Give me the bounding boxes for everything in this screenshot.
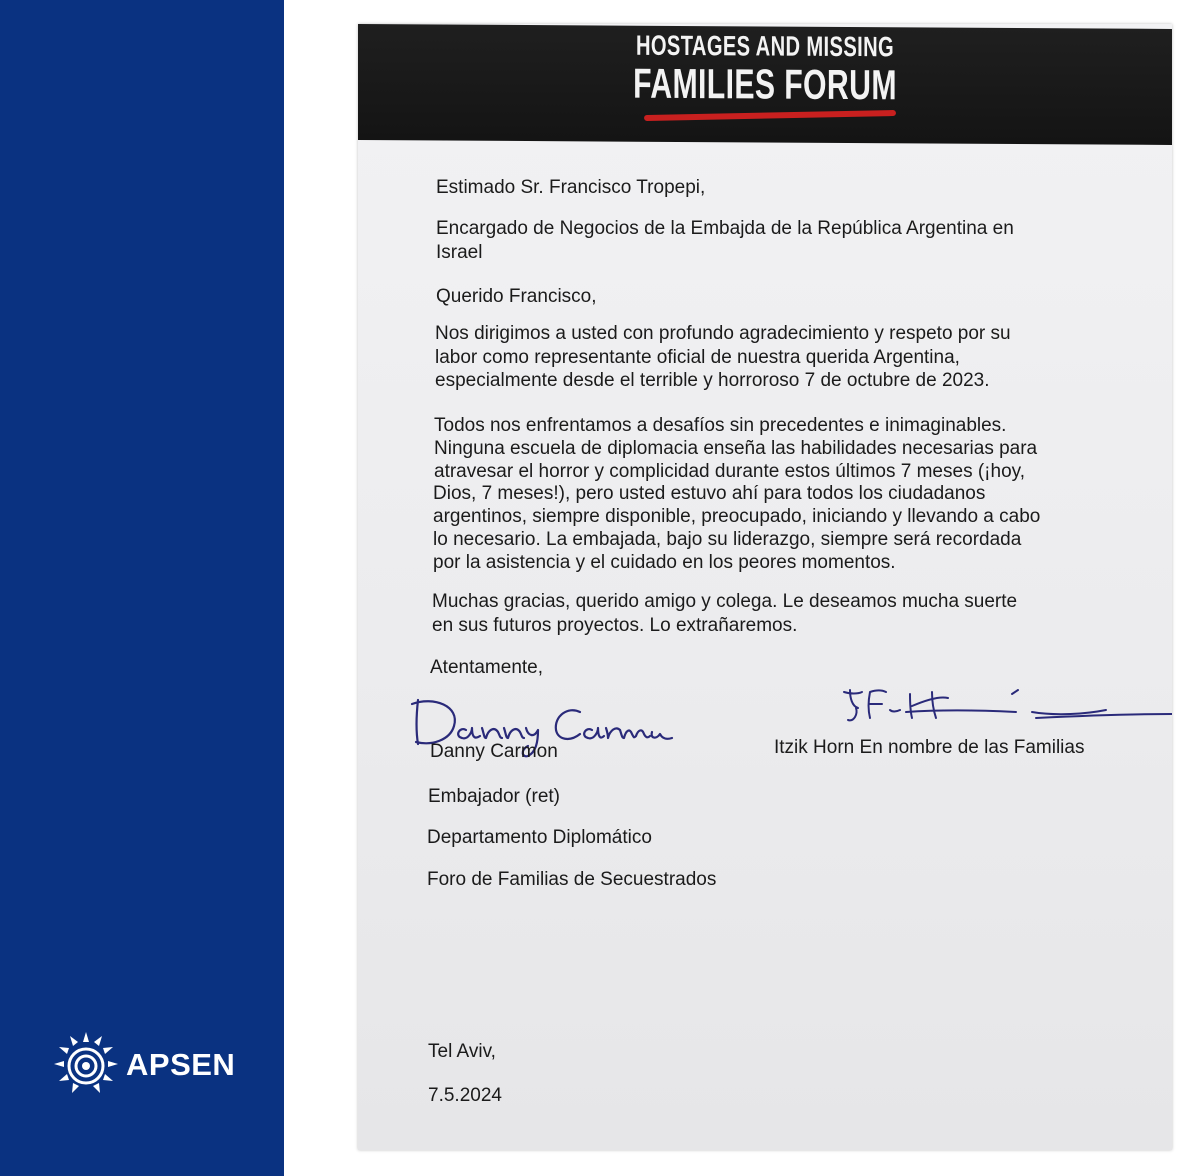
salutation: Estimado Sr. Francisco Tropepi, [436, 177, 706, 198]
paragraph-line: Nos dirigimos a usted con profundo agradecimiento y respeto por su [435, 323, 1011, 344]
signer-left-department: Departamento Diplomático [427, 827, 652, 848]
signer-right-caption: Itzik Horn En nombre de las Familias [774, 737, 1085, 758]
recipient-title-line: Israel [436, 242, 483, 263]
paragraph-line: especialmente desde el terrible y horroroso 7 de octubre de 2023. [435, 370, 990, 391]
recipient-title-line: Encargado de Negocios de la Embajda de la República Argentina en [436, 218, 1014, 239]
paragraph-line: labor como representante oficial de nuestra querida Argentina, [435, 347, 960, 368]
signer-left-organization: Foro de Familias de Secuestrados [427, 869, 717, 890]
signer-left-role: Embajador (ret) [428, 786, 560, 807]
org-name-line2: FAMILIES FORUM [633, 59, 897, 109]
closing: Atentamente, [430, 657, 544, 678]
brand-name: APSEN [126, 1046, 236, 1082]
letter-paper [358, 24, 1172, 1150]
paragraph-line: atravesar el horror y complicidad durante estos últimos 7 meses (¡hoy, [434, 461, 1026, 482]
paragraph-line: Muchas gracias, querido amigo y colega. Le deseamos mucha suerte [432, 591, 1018, 612]
sun-emblem-icon [52, 1030, 120, 1098]
paragraph-line: en sus futuros proyectos. Lo extrañaremos. [432, 615, 798, 636]
letter-place: Tel Aviv, [428, 1041, 496, 1062]
greeting: Querido Francisco, [436, 286, 597, 307]
signature-itzik-horn [836, 684, 1172, 724]
letterhead-red-underline [644, 110, 896, 121]
paragraph-line: Dios, 7 meses!), pero usted estuvo ahí para todos los ciudadanos [433, 483, 986, 504]
paragraph-line: argentinos, siempre disponible, preocupado, iniciando y llevando a cabo [433, 506, 1041, 527]
paragraph-line: Todos nos enfrentamos a desafíos sin precedentes e inimaginables. [434, 415, 1007, 436]
paragraph-line: Ninguna escuela de diplomacia enseña las habilidades necesarias para [434, 438, 1038, 459]
signer-left-name: Danny Carmon [430, 741, 558, 762]
letterhead-banner [358, 24, 1172, 145]
paragraph-line: lo necesario. La embajada, bajo su liderazgo, siempre será recordada [433, 529, 1022, 550]
org-name-line1: HOSTAGES AND MISSING [635, 29, 895, 63]
paragraph-line: por la asistencia y el cuidado en los peores momentos. [433, 552, 896, 573]
brand-logo [52, 1030, 235, 1098]
letter-date: 7.5.2024 [428, 1085, 502, 1106]
brand-side-panel [0, 0, 284, 1176]
